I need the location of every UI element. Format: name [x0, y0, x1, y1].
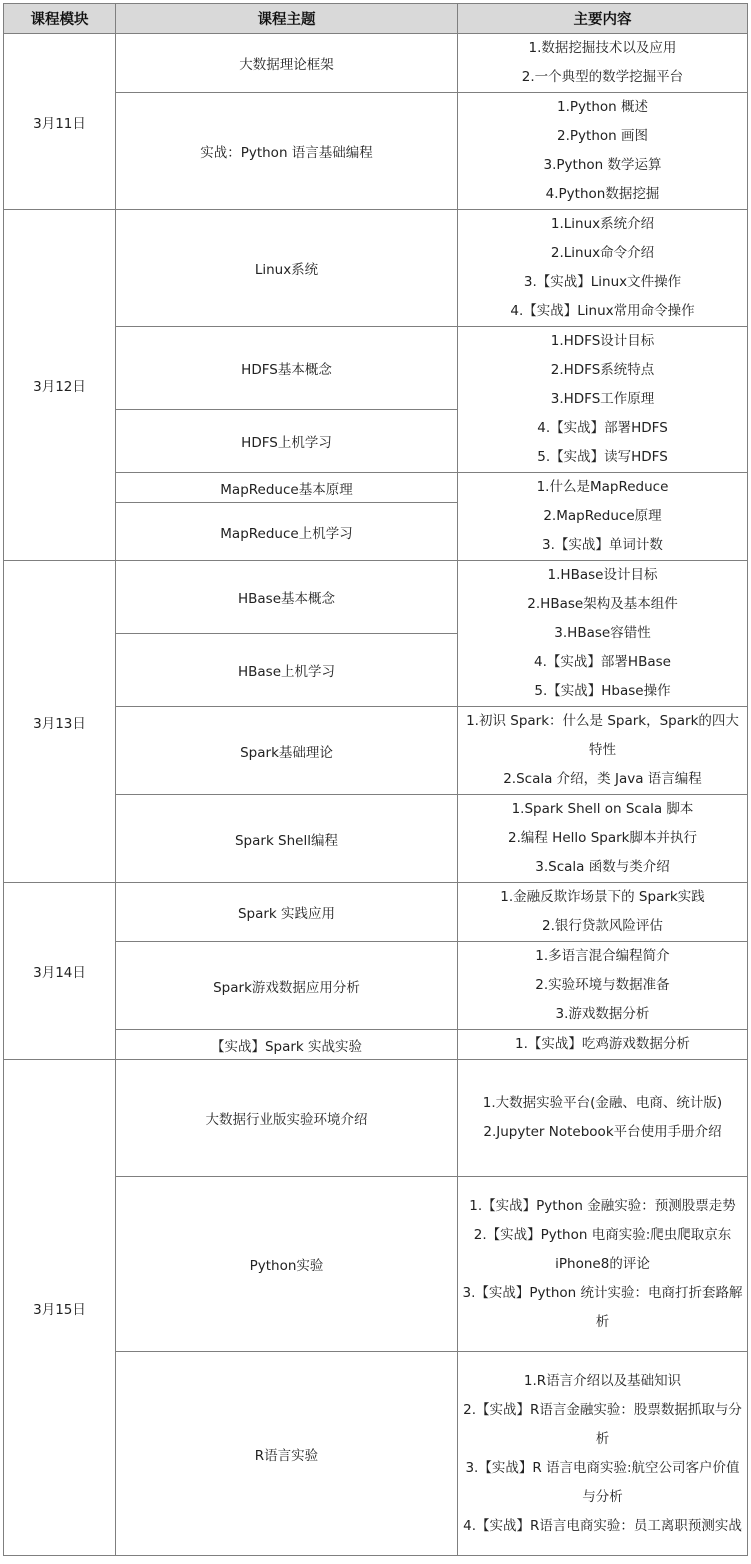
content-cell: [458, 707, 748, 795]
content-item: 3.HBase容错性: [554, 625, 651, 641]
content-item: 1.什么是MapReduce: [536, 479, 669, 495]
topic-cell: Spark基础理论: [116, 707, 458, 795]
content-item: 1.金融反欺诈场景下的 Spark实践: [500, 889, 705, 905]
topic-cell: HDFS上机学习: [116, 410, 458, 473]
content-cell: [458, 327, 748, 473]
content-item: 2.Python 画图: [557, 128, 648, 144]
topic-cell: Spark 实践应用: [116, 883, 458, 942]
topic-cell: HBase上机学习: [116, 634, 458, 707]
content-item: 1.【实战】吃鸡游戏数据分析: [515, 1036, 690, 1052]
content-item: 1.多语言混合编程简介: [535, 948, 670, 964]
content-item: 2.Scala 介绍，类 Java 语言编程: [503, 771, 702, 787]
module-date-cell: 3月15日: [4, 1060, 116, 1556]
table-row: [4, 942, 748, 1030]
content-item: 3.【实战】R 语言电商实验:航空公司客户价值与分析: [465, 1459, 740, 1505]
module-date-cell: 3月14日: [4, 883, 116, 1060]
content-item: 3.游戏数据分析: [555, 1006, 650, 1022]
content-cell: [458, 561, 748, 707]
table-row: [4, 1060, 748, 1177]
content-cell: [458, 1060, 748, 1177]
module-date-cell: 3月11日: [4, 34, 116, 210]
topic-cell: 大数据行业版实验环境介绍: [116, 1060, 458, 1177]
table-row: [4, 795, 748, 883]
content-item: 4.【实战】R语言电商实验：员工离职预测实战: [463, 1517, 742, 1534]
topic-cell: HDFS基本概念: [116, 327, 458, 410]
content-item: 4.Python数据挖掘: [545, 186, 660, 202]
content-cell: [458, 1030, 748, 1060]
content-item: 1.Spark Shell on Scala 脚本: [511, 801, 694, 817]
header-module: 课程模块: [4, 4, 116, 34]
content-item: 1.初识 Spark：什么是 Spark，Spark的四大特性: [466, 713, 739, 758]
content-item: 1.Python 概述: [557, 99, 648, 115]
topic-cell: MapReduce基本原理: [116, 473, 458, 503]
table-row: [4, 1030, 748, 1060]
content-cell: [458, 1177, 748, 1352]
table-row: [4, 883, 748, 942]
content-cell: [458, 473, 748, 561]
content-cell: [458, 883, 748, 942]
topic-cell: 【实战】Spark 实战实验: [116, 1030, 458, 1060]
table-row: [4, 34, 748, 93]
content-item: 1.大数据实验平台(金融、电商、统计版): [482, 1095, 723, 1111]
table-row: [4, 561, 748, 634]
content-item: 2.Jupyter Notebook平台使用手册介绍: [483, 1124, 722, 1140]
table-row: [4, 327, 748, 410]
topic-cell: MapReduce上机学习: [116, 503, 458, 561]
content-item: 2.Linux命令介绍: [550, 245, 655, 261]
topic-cell: Spark游戏数据应用分析: [116, 942, 458, 1030]
content-cell: [458, 93, 748, 210]
topic-cell: 大数据理论框架: [116, 34, 458, 93]
header-content: 主要内容: [458, 4, 748, 34]
table-row: [4, 707, 748, 795]
content-item: 2.一个典型的数学挖掘平台: [521, 69, 684, 85]
topic-cell: Python实验: [116, 1177, 458, 1352]
content-item: 2.MapReduce原理: [543, 508, 662, 524]
content-item: 3.【实战】单词计数: [542, 537, 663, 553]
content-item: 5.【实战】读写HDFS: [537, 449, 668, 465]
content-item: 1.数据挖掘技术以及应用: [528, 40, 677, 56]
content-item: 1.HDFS设计目标: [550, 333, 655, 349]
topic-cell: Linux系统: [116, 210, 458, 327]
topic-cell: HBase基本概念: [116, 561, 458, 634]
content-item: 2.编程 Hello Spark脚本并执行: [508, 830, 697, 846]
content-item: 2.实验环境与数据准备: [535, 977, 670, 993]
table-row: [4, 1352, 748, 1556]
content-cell: [458, 942, 748, 1030]
content-item: 3.Scala 函数与类介绍: [535, 859, 670, 875]
topic-cell: Spark Shell编程: [116, 795, 458, 883]
content-item: 2.HDFS系统特点: [550, 362, 655, 378]
content-item: 1.Linux系统介绍: [550, 216, 655, 232]
table-row: [4, 1177, 748, 1352]
content-cell: [458, 1352, 748, 1556]
content-item: 2.【实战】Python 电商实验:爬虫爬取京东iPhone8的评论: [473, 1226, 732, 1272]
content-cell: [458, 795, 748, 883]
topic-cell: 实战：Python 语言基础编程: [116, 93, 458, 210]
content-item: 1.R语言介绍以及基础知识: [523, 1372, 682, 1389]
content-item: 5.【实战】Hbase操作: [534, 683, 671, 699]
topic-cell: R语言实验: [116, 1352, 458, 1556]
module-date-cell: 3月13日: [4, 561, 116, 883]
module-date-cell: 3月12日: [4, 210, 116, 561]
table-row: [4, 210, 748, 327]
content-item: 4.【实战】部署HDFS: [537, 420, 668, 436]
content-item: 2.【实战】R语言金融实验：股票数据抓取与分析: [463, 1401, 742, 1447]
content-item: 4.【实战】部署HBase: [534, 654, 671, 670]
content-item: 3.【实战】Linux文件操作: [523, 274, 682, 290]
table-row: [4, 473, 748, 503]
content-item: 3.Python 数学运算: [543, 157, 662, 173]
table-header-row: [4, 4, 748, 34]
table-row: [4, 93, 748, 210]
content-item: 3.HDFS工作原理: [550, 391, 655, 407]
content-item: 4.【实战】Linux常用命令操作: [510, 303, 695, 319]
header-topic: 课程主题: [116, 4, 458, 34]
course-schedule-table: [3, 3, 748, 1556]
content-item: 1.HBase设计目标: [547, 567, 658, 583]
content-cell: [458, 34, 748, 93]
content-item: 2.银行贷款风险评估: [542, 918, 663, 934]
content-item: 2.HBase架构及基本组件: [527, 596, 678, 612]
content-item: 1.【实战】Python 金融实验：预测股票走势: [469, 1197, 736, 1214]
content-cell: [458, 210, 748, 327]
content-item: 3.【实战】Python 统计实验：电商打折套路解析: [462, 1284, 743, 1330]
